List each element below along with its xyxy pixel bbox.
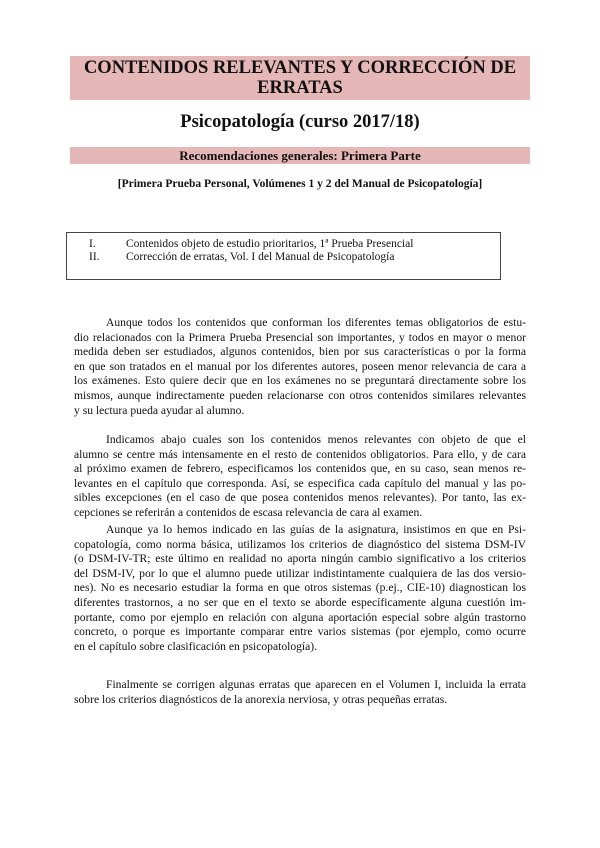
paragraph (74, 316, 526, 418)
paragraph-line: en el capítulo sobre clasificación en psicopatología). (74, 639, 318, 653)
paragraph (74, 433, 526, 521)
title-line: ERRATAS (257, 78, 343, 98)
paragraph (74, 678, 526, 707)
paragraph-line: Aunque ya lo hemos indicado en las guías de la asignatura, insistimos en que en Psi- (106, 523, 526, 536)
paragraph-line: Indicamos abajo cuales son los contenidos menos relevantes con objeto de que el (106, 433, 526, 446)
paragraph-line: en que son tratados en el manual por los diferentes autores, poseen menor relevancia de cara a (74, 359, 526, 373)
paragraph-line: medida deben ser estudiados, algunos contenidos, bien por sus características o por la forma (74, 345, 526, 359)
paragraph-line: nes). No es necesario estudiar la forma en que otros sistemas (p.ej., CIE-10) diagnostican los (74, 581, 526, 595)
paragraph-line: (o DSM-IV-TR; este último en realidad no aporta ningún cambio significativo a los criterios (74, 552, 526, 566)
paragraph-line: diferentes trastornos, a no ser que en el texto se aborde específicamente alguna cuestión im- (74, 595, 526, 609)
paragraph-line: sobre los criterios diagnósticos de la anorexia nerviosa, y otras pequeñas erratas. (74, 692, 448, 706)
scope-note: [Primera Prueba Personal, Volúmenes 1 y 2 del Manual de Psicopatología] (117, 178, 483, 190)
toc-text: Contenidos objeto de estudio prioritarios, 1ª Prueba Presencial (126, 238, 414, 250)
toc-number: I. (89, 238, 96, 250)
paragraph-line: los exámenes. Esto quiere decir que en los exámenes no se preguntará directamente sobre los (74, 374, 526, 388)
paragraph-line: copatología, como norma básica, utilizamos los criterios de diagnóstico del sistema DSM-IV (74, 537, 526, 551)
toc-item (89, 238, 413, 250)
paragraph-line: Aunque todos los contenidos que conforman los diferentes temas obligatorios de estu- (106, 316, 526, 329)
document-title (70, 56, 530, 100)
paragraph-line: portante, como por ejemplo en relación con alguna aportación especial sobre algún trastorno (74, 610, 526, 624)
toc-number: II. (89, 251, 100, 263)
table-of-contents (66, 232, 501, 280)
section-heading: Recomendaciones generales: Primera Parte (70, 147, 530, 164)
title-line: CONTENIDOS RELEVANTES Y CORRECCIÓN DE (83, 58, 517, 78)
paragraph-line: dio relacionados con la Primera Prueba Presencial son importantes, y todos en mayor o menor (74, 330, 526, 344)
paragraph-line: cepciones se referirán a contenidos de escasa relevancia de cara al examen. (74, 505, 423, 519)
paragraph-line: sibles excepciones (en el caso de que posea contenidos menos relevantes). Por tanto, las ex- (74, 491, 526, 505)
paragraph-line: mismos, aunque indirectamente pueden relacionarse con otros contenidos similares relevantes (74, 388, 526, 402)
paragraph-line: alumno se centre más intensamente en el resto de contenidos obligatorios. Para ello, y de cara (74, 447, 526, 461)
paragraph-line: del DSM-IV, por lo que el alumno puede utilizar indistintamente cualquiera de las dos versio- (74, 566, 526, 580)
paragraph-line: al próximo examen de febrero, especificamos los contenidos que, en su caso, sean menos re- (74, 462, 526, 476)
subtitle: Psicopatología (curso 2017/18) (180, 112, 420, 132)
toc-item (89, 251, 394, 263)
paragraph (74, 523, 526, 654)
paragraph-line: concreto, o porque es importante comparar entre varios sistemas (por ejemplo, como ocurre (74, 625, 526, 639)
paragraph-line: Finalmente se corrigen algunas erratas que aparecen en el Volumen I, incluida la errata (106, 678, 526, 691)
paragraph-line: y su lectura pueda ayudar al alumno. (74, 403, 245, 417)
toc-text: Corrección de erratas, Vol. I del Manual de Psicopatología (126, 251, 395, 263)
paragraph-line: levantes en el capítulo que corresponda. Así, se especifica cada capítulo del manual y las po- (74, 476, 526, 490)
